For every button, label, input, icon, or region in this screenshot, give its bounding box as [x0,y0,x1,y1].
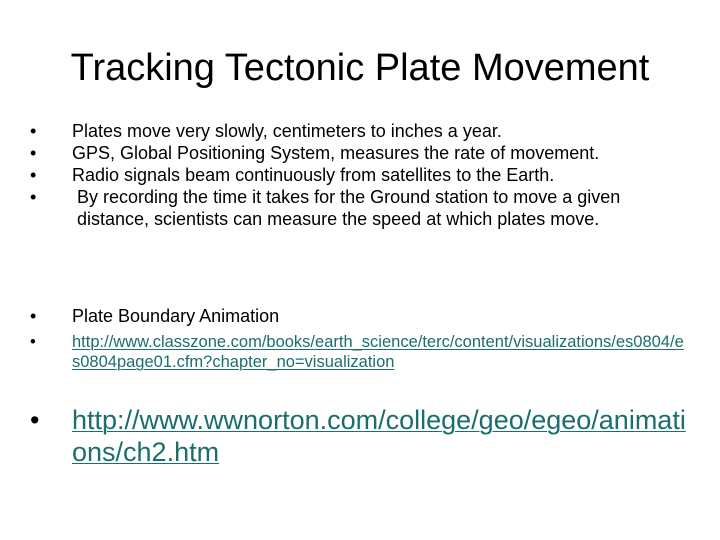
bullet-marker: • [30,187,37,207]
resource-list [30,304,690,372]
bullet-marker: • [30,121,37,141]
slide-title: Tracking Tectonic Plate Movement [70,47,650,89]
bullet-text: Radio signals beam continuously from satellites to the Earth. [72,165,555,185]
bullet-item [30,404,690,468]
animation-label: Plate Boundary Animation [72,306,280,326]
bullet-marker: • [30,333,36,351]
classzone-link[interactable]: http://www.classzone.com/books/earth_science/terc/content/visualizations/es0804/es0804page01.cfm?chapter_no=visualization [72,333,684,371]
bullet-text: Plates move very slowly, centimeters to inches a year. [72,121,502,141]
bullet-text: By recording the time it takes for the Ground station to move a given distance, scientists can measure the speed at which plates move. [77,187,621,229]
bullet-item [30,142,690,164]
bullet-item [30,120,690,142]
bullet-item [30,304,690,328]
bullet-list [30,120,690,230]
bullet-text: GPS, Global Positioning System, measures the rate of movement. [72,143,600,163]
bullet-item [30,164,690,186]
bullet-item [30,186,690,230]
bullet-marker: • [30,165,37,185]
resource-list-large [30,404,690,468]
bullet-item [30,332,690,372]
bullet-marker: • [30,405,40,435]
bullet-marker: • [30,143,37,163]
bullet-marker: • [30,306,37,326]
wwnorton-link[interactable]: http://www.wwnorton.com/college/geo/egeo/animations/ch2.htm [72,405,686,467]
